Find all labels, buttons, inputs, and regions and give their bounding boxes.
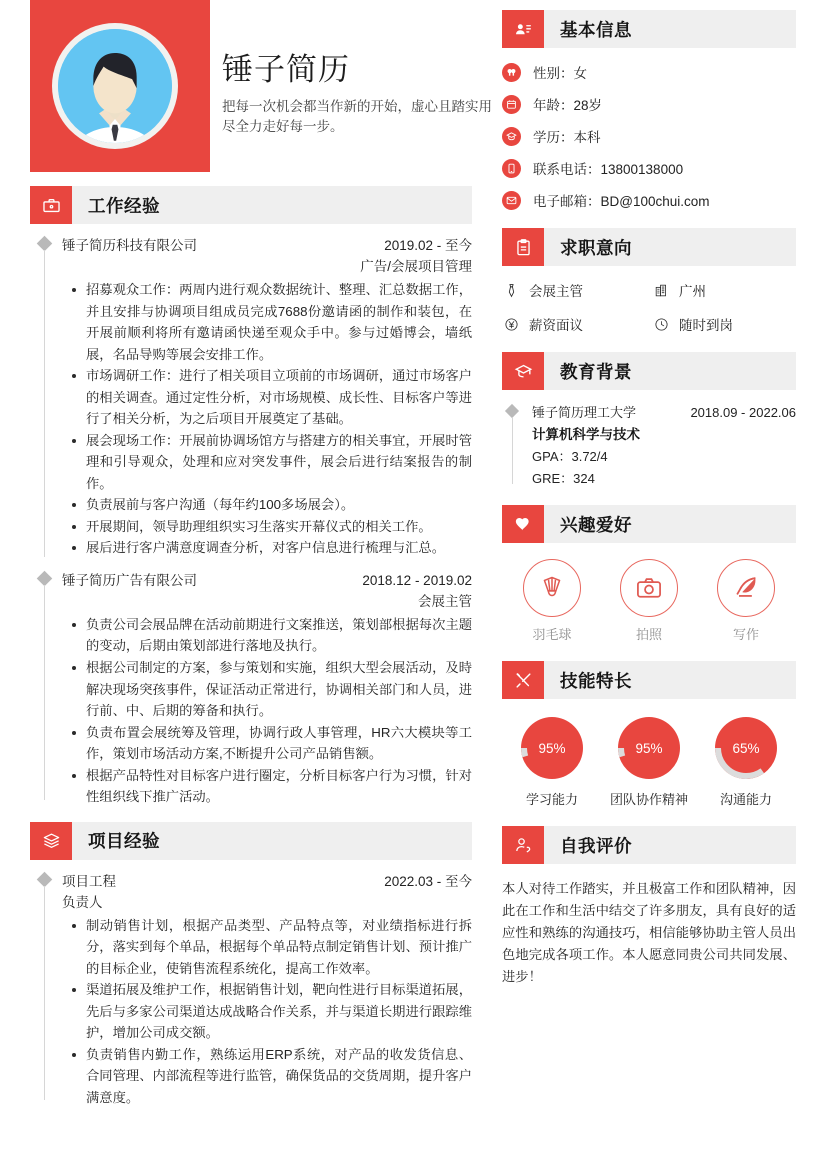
info-text: 年龄：28岁 xyxy=(533,98,603,113)
section-title-education: 教育背景 xyxy=(560,361,632,382)
education-entry xyxy=(502,402,796,487)
work-bullets xyxy=(62,614,472,808)
work-date: 2018.12 - 2019.02 xyxy=(362,572,472,588)
section-header-work xyxy=(30,186,472,224)
skills-list xyxy=(502,715,796,808)
section-header-self-eval xyxy=(502,826,796,864)
section-title-project: 项目经验 xyxy=(88,831,160,852)
info-row-age xyxy=(502,94,796,114)
briefcase-icon xyxy=(30,186,72,224)
bullet-item: 渠道拓展及维护工作，根据销售计划，靶向性进行目标渠道拓展，先后与多家公司渠道达成战略合作关系，并与渠道长期进行跟踪维护，增加公司成交额。 xyxy=(84,979,472,1044)
heart-icon xyxy=(502,505,544,543)
project-bullets xyxy=(62,915,472,1109)
graduation-cap-icon xyxy=(502,352,544,390)
bullet-item: 展会现场工作：开展前协调场馆方与搭建方的相关事宜，开展时管理和引导观众，处理和应对突发事件，展会后进行结案报告的制作。 xyxy=(84,430,472,495)
intention-position xyxy=(502,280,652,300)
skill-label: 团队协作精神 xyxy=(609,792,688,807)
work-org: 锤子简历科技有限公司 xyxy=(62,238,197,253)
section-header-hobbies xyxy=(502,505,796,543)
layers-icon xyxy=(30,822,72,860)
skill-donut xyxy=(519,715,585,781)
education-major: 计算机科学与技术 xyxy=(532,427,640,442)
work-entry xyxy=(30,224,472,559)
work-entry xyxy=(30,559,472,808)
work-role: 广告/会展项目管理 xyxy=(360,259,472,274)
section-header-project xyxy=(30,822,472,860)
section-header-intention xyxy=(502,228,796,266)
skill-item xyxy=(698,715,794,808)
hobby-item xyxy=(702,559,790,643)
clipboard-icon xyxy=(502,228,544,266)
work-bullets xyxy=(62,279,472,559)
section-header-basic-info xyxy=(502,10,796,48)
name-block xyxy=(222,52,492,138)
education-gpa: GPA：3.72/4 xyxy=(532,449,608,464)
bullet-item: 制动销售计划，根据产品类型、产品特点等，对业绩指标进行拆分，落实到每个单品，根据每个单品特点制定销售计划、预计推广的目标企业，使销售流程系统化，提高工作效率。 xyxy=(84,915,472,980)
bullet-item: 负责展前与客户沟通（每年约100多场展会）。 xyxy=(84,494,472,516)
skill-donut xyxy=(713,715,779,781)
right-column xyxy=(490,0,820,1160)
yen-icon xyxy=(502,315,520,333)
work-org: 锤子简历广告有限公司 xyxy=(62,572,197,588)
bullet-item: 展后进行客户满意度调查分析，对客户信息进行梳理与汇总。 xyxy=(84,537,472,559)
camera-icon xyxy=(620,559,678,617)
section-title-hobbies: 兴趣爱好 xyxy=(560,514,632,535)
basic-info-list xyxy=(502,62,796,210)
education-gre: GRE：324 xyxy=(532,471,595,486)
project-date: 2022.03 - 至今 xyxy=(384,873,472,889)
candidate-name: 锤子简历 xyxy=(222,52,350,87)
info-row-phone xyxy=(502,158,796,178)
intention-text: 薪资面议 xyxy=(529,318,583,333)
intention-salary xyxy=(502,314,652,334)
intention-availability xyxy=(652,314,796,334)
section-title-skills: 技能特长 xyxy=(560,670,632,691)
info-text: 电子邮箱：BD@100chui.com xyxy=(533,194,710,209)
section-header-skills xyxy=(502,661,796,699)
intention-city xyxy=(652,280,796,300)
work-date: 2019.02 - 至今 xyxy=(384,238,472,253)
intention-grid xyxy=(502,280,796,334)
profile-header xyxy=(30,0,492,172)
skill-percent: 65% xyxy=(732,740,760,756)
tools-icon xyxy=(502,661,544,699)
section-title-work: 工作经验 xyxy=(88,195,160,216)
tie-icon xyxy=(502,281,520,299)
gender-icon xyxy=(502,63,521,82)
bullet-item: 根据产品特性对目标客户进行圈定，分析目标客户行为习惯，针对性组织线下推广活动。 xyxy=(84,765,472,808)
section-header-education xyxy=(502,352,796,390)
info-row-education xyxy=(502,126,796,146)
quill-pen-icon xyxy=(717,559,775,617)
badminton-shuttlecock-icon xyxy=(523,559,581,617)
skill-label: 沟通能力 xyxy=(719,792,772,807)
section-title-self-eval: 自我评价 xyxy=(560,835,632,856)
city-icon xyxy=(652,281,670,299)
work-role: 会展主管 xyxy=(418,593,472,609)
hobby-item xyxy=(508,559,596,643)
hobby-label: 写作 xyxy=(732,627,759,642)
phone-icon xyxy=(502,159,521,178)
skill-donut xyxy=(616,715,682,781)
person-avatar-icon xyxy=(58,29,172,143)
skill-percent: 95% xyxy=(538,740,566,756)
bullet-item: 负责公司会展品牌在活动前期进行文案推送，策划部根据每次主题的变动，后期由策划部进行落地及执行。 xyxy=(84,614,472,657)
education-date: 2018.09 - 2022.06 xyxy=(690,405,796,420)
project-role: 负责人 xyxy=(62,894,103,910)
bullet-item: 根据公司制定的方案，参与策划和实施，组织大型会展活动，及時解决现场突孩事件，保证活动正常进行，协调相关部门和人员，进行前、中、后期的筹备和执行。 xyxy=(84,657,472,722)
bullet-item: 开展期间，领导助理组织实习生落实开幕仪式的相关工作。 xyxy=(84,516,472,538)
candidate-motto: 把每一次机会都当作新的开始，虚心且踏实用尽全力走好每一步。 xyxy=(222,98,492,135)
info-row-email xyxy=(502,190,796,210)
project-entry xyxy=(30,860,472,1109)
intention-text: 会展主管 xyxy=(529,284,583,299)
bullet-item: 负责布置会展统筹及管理，协调行政人事管理，HR六大模块等工作，策划市场活动方案,不断提升公司产品销售额。 xyxy=(84,722,472,765)
hobbies-list xyxy=(502,559,796,643)
clock-icon xyxy=(652,315,670,333)
bullet-item: 市场调研工作：进行了相关项目立项前的市场调研，通过市场客户的相关调查。通过定性分析，对市场规模、成长性、目标客户等进行了相关分析，为之后项目开展奠定了基础。 xyxy=(84,365,472,430)
info-text: 性别：女 xyxy=(533,66,587,81)
info-row-gender xyxy=(502,62,796,82)
hobby-label: 羽毛球 xyxy=(532,627,572,642)
graduation-cap-icon xyxy=(502,127,521,146)
hobby-label: 拍照 xyxy=(635,627,662,642)
skill-item xyxy=(601,715,697,808)
envelope-icon xyxy=(502,191,521,210)
avatar xyxy=(52,23,178,149)
skill-label: 学习能力 xyxy=(525,792,578,807)
bullet-item: 招募观众工作：两周内进行观众数据统计、整理、汇总数据工作，并且安排与协调项目组成员完成7688份邀请函的制作和装包，在开展前顺利将所有邀请函快递至观众手中。参与过婚博会，墙纸展，名品导购等展会安排工作。 xyxy=(84,279,472,365)
education-school: 锤子简历理工大学 xyxy=(532,405,637,420)
self-evaluation-text: 本人对待工作踏实，并且极富工作和团队精神，因此在工作和生活中结交了许多朋友，具有良好的适应性和熟练的沟通技巧，相信能够协助主管人员出色地完成各项工作。本人愿意同贵公司共同发展、进步！ xyxy=(502,881,796,985)
info-text: 联系电话：13800138000 xyxy=(533,162,684,177)
section-title-basic-info: 基本信息 xyxy=(560,19,632,40)
project-name: 项目工程 xyxy=(62,873,116,889)
skill-item xyxy=(504,715,600,808)
bullet-item: 负责销售内勤工作，熟练运用ERP系统，对产品的收发货信息、合同管理、内部流程等进行监管，确保货品的交货周期，提升客户满意度。 xyxy=(84,1044,472,1109)
intention-text: 随时到岗 xyxy=(679,318,733,333)
user-review-icon xyxy=(502,826,544,864)
contact-card-icon xyxy=(502,10,544,48)
section-title-intention: 求职意向 xyxy=(560,237,632,258)
calendar-icon xyxy=(502,95,521,114)
info-text: 学历：本科 xyxy=(533,130,601,145)
hobby-item xyxy=(605,559,693,643)
skill-percent: 95% xyxy=(635,740,663,756)
intention-text: 广州 xyxy=(679,284,706,299)
